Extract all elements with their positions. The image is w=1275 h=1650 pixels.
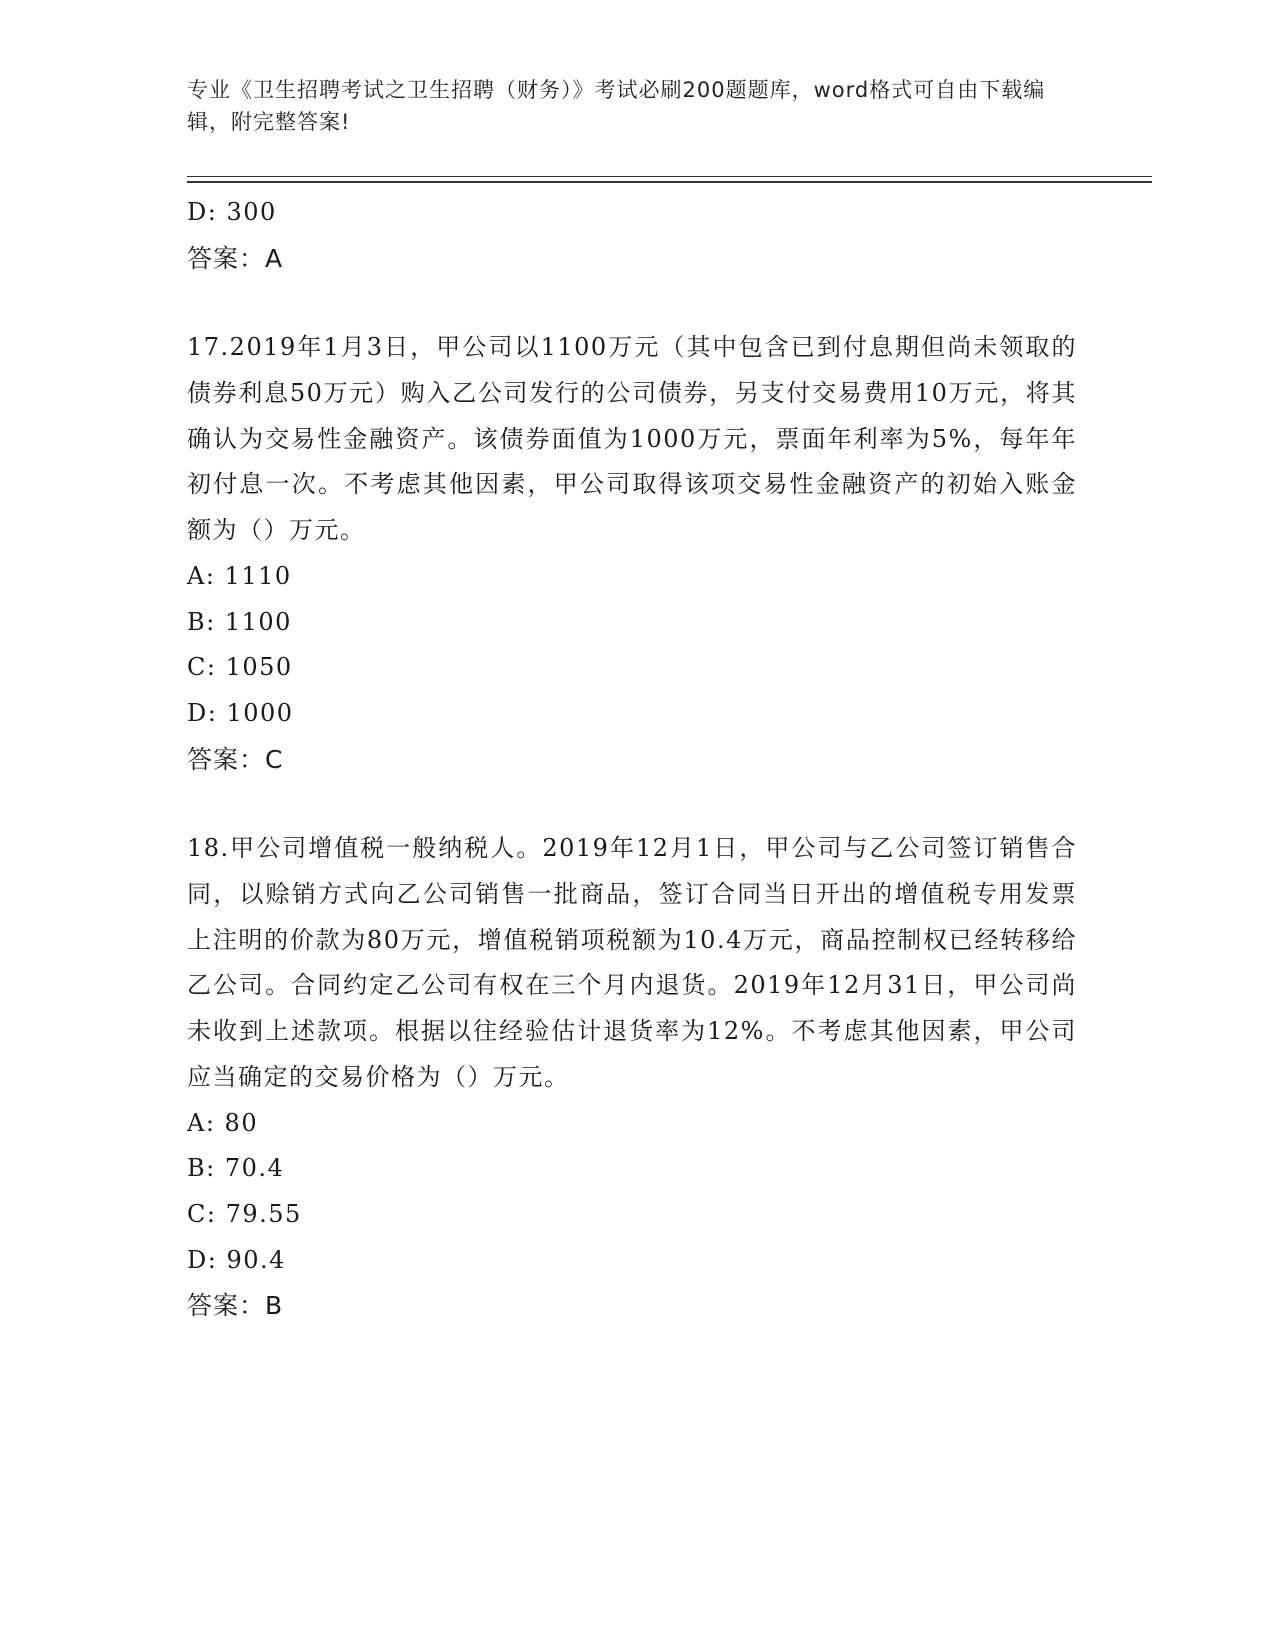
option-c: C: 79.55	[187, 1199, 302, 1228]
prev-option-d: D: 300	[187, 198, 277, 226]
option-a: A: 1110	[187, 561, 292, 590]
option-b: B: 70.4	[187, 1154, 285, 1183]
answer: 答案：B	[187, 1291, 284, 1321]
answer: 答案：C	[187, 744, 284, 774]
header-divider-thin	[187, 176, 1152, 177]
header-divider-thick	[187, 181, 1152, 183]
page-header: 专业《卫生招聘考试之卫生招聘（财务）》考试必刷200题题库，word格式可自由下载编辑，附完整答案!	[187, 78, 1046, 134]
option-d: D: 90.4	[187, 1245, 286, 1274]
question-stem: 17.2019年1月3日，甲公司以1100万元（其中包含已到付息期但尚未领取的债券利息50万元）购入乙公司发行的公司债券，另支付交易费用10万元，将其确认为交易性金融资产。该债券面值为1000万元，票面年利率为5%，每年年初付息一次。不考虑其他因素，甲公司取得该项交易性金融资产的初始入账金额为（）万元。	[187, 333, 1077, 545]
question-content	[187, 190, 1087, 1329]
option-c: C: 1050	[187, 653, 293, 682]
option-a: A: 80	[187, 1108, 259, 1137]
spacer	[187, 782, 1087, 826]
question-18	[187, 826, 1087, 1329]
option-b: B: 1100	[187, 607, 292, 636]
prev-answer: 答案：A	[187, 243, 284, 273]
option-d: D: 1000	[187, 698, 294, 727]
question-stem: 18.甲公司增值税一般纳税人。2019年12月1日，甲公司与乙公司签订销售合同，以赊销方式向乙公司销售一批商品，签订合同当日开出的增值税专用发票上注明的价款为80万元，增值税销项税额为10.4万元，商品控制权已经转移给乙公司。合同约定乙公司有权在三个月内退货。2019年12月31日，甲公司尚未收到上述款项。根据以往经验估计退货率为12%。不考虑其他因素，甲公司应当确定的交易价格为（）万元。	[187, 834, 1077, 1091]
question-17	[187, 325, 1087, 782]
spacer	[187, 281, 1087, 325]
